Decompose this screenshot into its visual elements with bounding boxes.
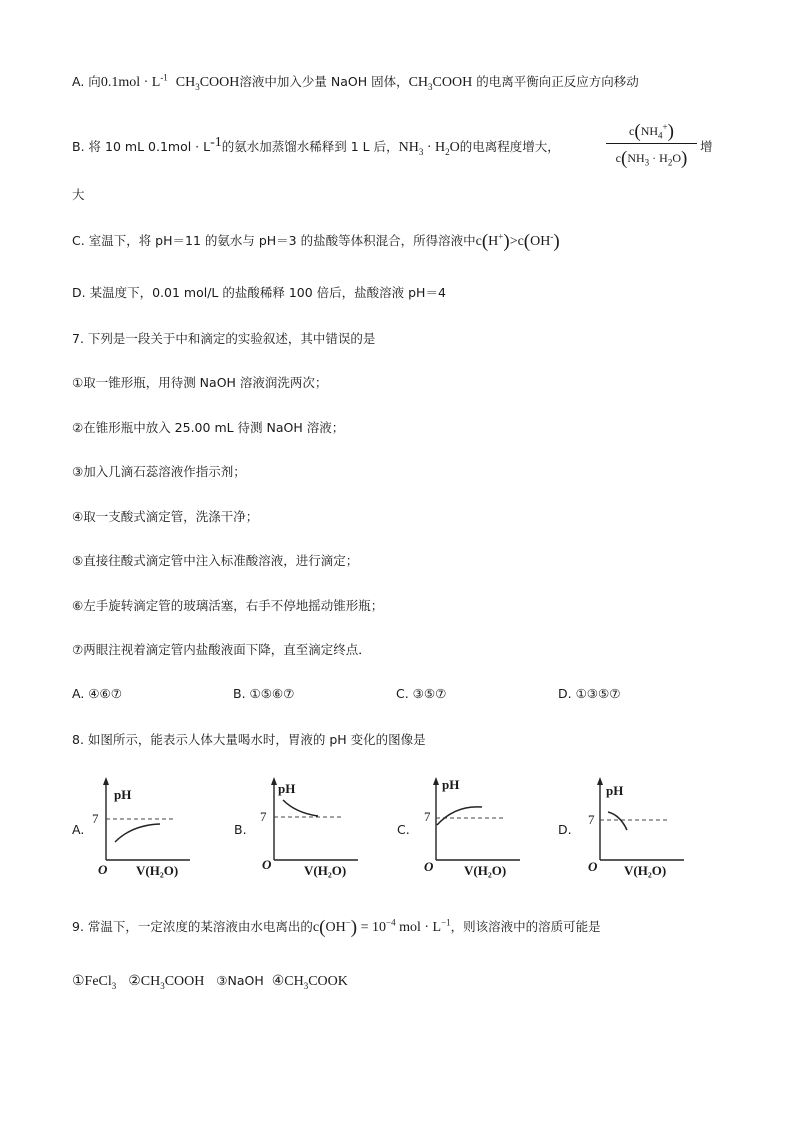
q9-item-2: $②CH_3COOH$ [128, 974, 205, 991]
x-axis-label: V(H₂O) [136, 863, 179, 878]
origin-label: O [424, 859, 434, 874]
ph-curve [437, 807, 482, 825]
graph-b [258, 775, 378, 885]
q7-step-5: ⑤直接往酸式滴定管中注入标准酸溶液，进行滴定； [72, 553, 359, 568]
option-c: C. 室温下，将 pH＝11 的氨水与 pH＝3 的盐酸等体积混合，所得溶液中c(H+)>c(OH-) [72, 231, 560, 252]
reference-label-7: 7 [92, 811, 99, 826]
origin-label: O [588, 859, 598, 874]
q7-step-2: ②在锥形瓶中放入 25.00 mL 待测 NaOH 溶液； [72, 420, 345, 435]
q7-option-b: B. ①⑤⑥⑦ [233, 686, 295, 701]
y-axis-label: pH [442, 777, 460, 792]
x-axis-label: V(H₂O) [624, 863, 667, 878]
q7-step-3: ③加入几滴石蕊溶液作指示剂； [72, 464, 246, 479]
graph-a-label: A. [72, 822, 85, 837]
ph-curve [115, 824, 160, 842]
question-7-stem: 7. 下列是一段关于中和滴定的实验叙述，其中错误的是 [72, 331, 376, 346]
reference-label-7: 7 [588, 812, 595, 827]
graph-b-label: B. [234, 822, 247, 837]
graph-c [420, 775, 540, 885]
x-axis-label: V(H₂O) [304, 863, 347, 878]
q9-candidates [72, 972, 348, 991]
fraction-bar [606, 143, 697, 144]
y-axis-label: pH [278, 781, 296, 796]
q9-item-3: ③NaOH [216, 973, 264, 988]
y-axis-arrow [103, 777, 109, 785]
q7-step-6: ⑥左手旋转滴定管的玻璃活塞，右手不停地摇动锥形瓶； [72, 598, 384, 613]
question-9-stem: 9. 常温下，一定浓度的某溶液由水电离出的$c(OH^-) = 10^{-4}$ mol · $L^{-1}$，则该溶液中的溶质可能是 [72, 917, 601, 938]
graph-d-label: D. [558, 822, 572, 837]
y-axis-arrow [597, 777, 603, 785]
graph-c-label: C. [397, 822, 410, 837]
graph-d [584, 775, 704, 885]
option-d: D. 某温度下，0.01 mol/L 的盐酸稀释 100 倍后，盐酸溶液 pH＝4 [72, 285, 446, 300]
q7-option-a: A. ④⑥⑦ [72, 686, 122, 701]
q7-step-1: ①取一锥形瓶，用待测 NaOH 溶液润洗两次； [72, 375, 328, 390]
option-b-continuation: 大 [72, 187, 85, 202]
ph-curve [608, 812, 627, 830]
option-b: B. 将 10 mL $0.1mol \cdot L^{-1}$的氨水加蒸馏水稀释到 1 L 后，$NH_3 \cdot H_2O$的电离程度增大， [72, 134, 560, 157]
fraction-numerator: $c(NH_4^+)$ [629, 121, 674, 142]
x-axis-label: V(H₂O) [464, 863, 507, 878]
q7-option-d: D. ①③⑤⑦ [558, 686, 621, 701]
concentration-ratio-fraction [604, 121, 699, 171]
option-a: A. 向$0.1mol \cdot L^{-1}$ $CH_3COOH$溶液中加入少量 NaOH 固体，$CH_3COOH$ 的电离平衡向正反应方向移动 [72, 72, 639, 92]
y-axis-arrow [433, 777, 439, 785]
q7-step-7: ⑦两眼注视着滴定管内盐酸液面下降，直至滴定终点． [72, 642, 371, 657]
q7-step-4: ④取一支酸式滴定管，洗涤干净； [72, 509, 259, 524]
question-8-stem: 8. 如图所示，能表示人体大量喝水时，胃液的 pH 变化的图像是 [72, 732, 426, 747]
y-axis-label: pH [114, 787, 132, 802]
graph-a [90, 775, 210, 885]
y-axis-label: pH [606, 783, 624, 798]
q9-item-4: $④CH_3COOK$ [271, 974, 348, 991]
origin-label: O [98, 862, 108, 877]
origin-label: O [262, 857, 272, 872]
option-b-suffix: 增 [700, 139, 713, 154]
reference-label-7: 7 [260, 809, 267, 824]
ph-curve [283, 800, 318, 816]
q9-item-1: ①FeCl$_3$ [72, 974, 117, 991]
q7-option-c: C. ③⑤⑦ [396, 686, 447, 701]
reference-label-7: 7 [424, 809, 431, 824]
y-axis-arrow [271, 777, 277, 785]
fraction-denominator: $c(NH_3 \cdot H_2O)$ [615, 148, 688, 169]
